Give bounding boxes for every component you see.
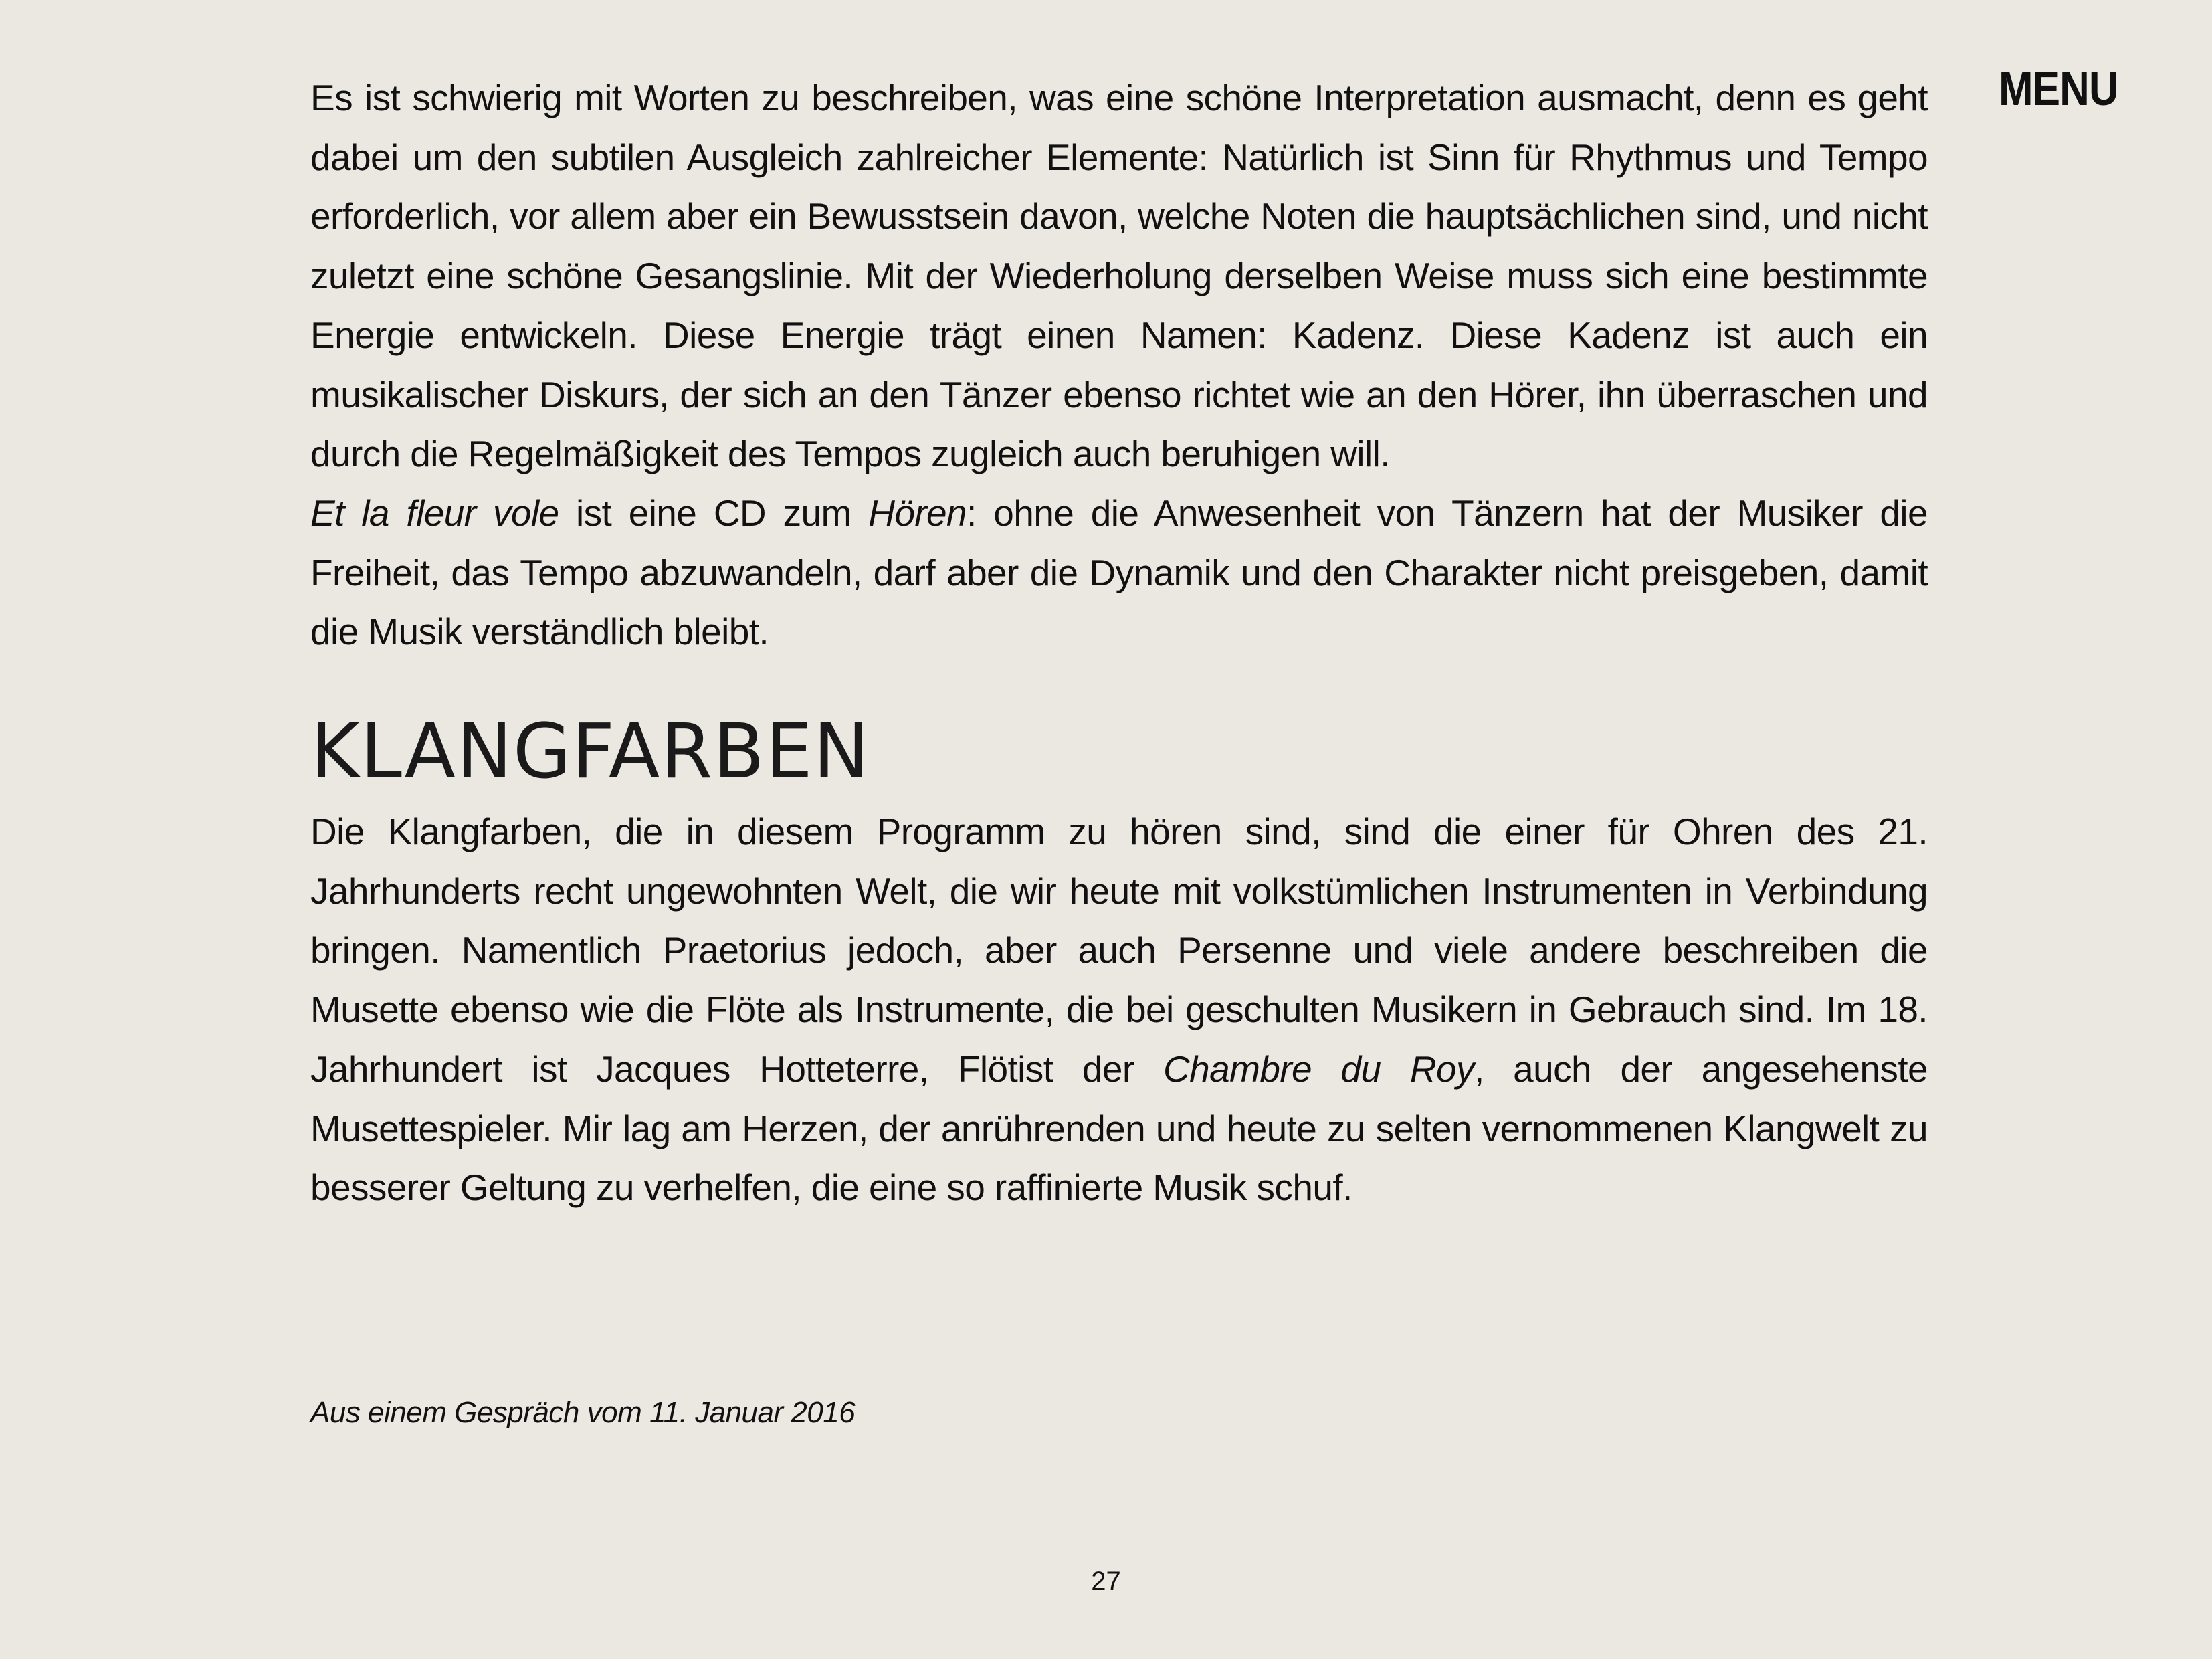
- hoeren-emphasis: Hören: [868, 492, 967, 534]
- menu-button[interactable]: MENU: [1999, 62, 2118, 116]
- intro-paragraph: Es ist schwierig mit Worten zu beschreiben, was eine schöne Interpretation ausmacht, denn es geht dabei um den subtilen Ausgleich zahlreicher Elemente: Natürlich ist Sinn für Rhythmus und Tempo erforderlich, vor allem aber ein Bewusstsein davon, welche Noten die hauptsächlichen sind, und nicht zuletzt eine schöne Gesangslinie. Mit der Wiederholung derselben Weise muss sich eine bestimmte Energie entwickeln. Diese Energie trägt einen Namen: Kadenz. Diese Kadenz ist auch ein musikalischer Diskurs, der sich an den Tänzer ebenso richtet wie an den Hörer, ihn überraschen und durch die Regelmäßigkeit des Tempos zugleich auch beruhigen will.: [310, 77, 1928, 475]
- cd-title: Et la fleur vole: [310, 492, 559, 534]
- klangfarben-text-a: Die Klangfarben, die in diesem Programm zu hören sind, sind die einer für Ohren des 21. Jahrhunderts recht ungewohnten Welt, die wir heute mit volkstümlichen Instrumenten in Verbindung bringen. Namentlich Praetorius jedoch, aber auch Persenne und viele andere beschreiben die Musette ebenso wie die Flöte als Instrumente, die bei geschulten Musikern in Gebrauch sind. Im 18. Jahrhundert ist Jacques Hotteterre, Flötist der: [310, 811, 1928, 1090]
- main-content: [310, 68, 1928, 1217]
- source-note: Aus einem Gespräch vom 11. Januar 2016: [310, 1396, 856, 1429]
- page-number: 27: [1091, 1567, 1121, 1596]
- klangfarben-text-b: , auch der angesehenste Musettespieler. Mir lag am Herzen, der anrührenden und heute zu selten vernommenen Klangwelt zu besserer Geltung zu verhelfen, die eine so raffinierte Musik schuf.: [310, 1048, 1928, 1209]
- cd-paragraph: [310, 484, 1928, 662]
- cd-paragraph-text-b: : ohne die Anwesenheit von Tänzern hat der Musiker die Freiheit, das Tempo abzuwandeln, darf aber die Dynamik und den Charakter nicht preisgeben, damit die Musik verständlich bleibt.: [310, 492, 1928, 653]
- cd-paragraph-text-a: ist eine CD zum: [559, 492, 869, 534]
- section-heading: KLANGFARBEN: [310, 708, 870, 796]
- klangfarben-paragraph: [310, 802, 1928, 1217]
- chambre-du-roy: Chambre du Roy: [1163, 1048, 1474, 1090]
